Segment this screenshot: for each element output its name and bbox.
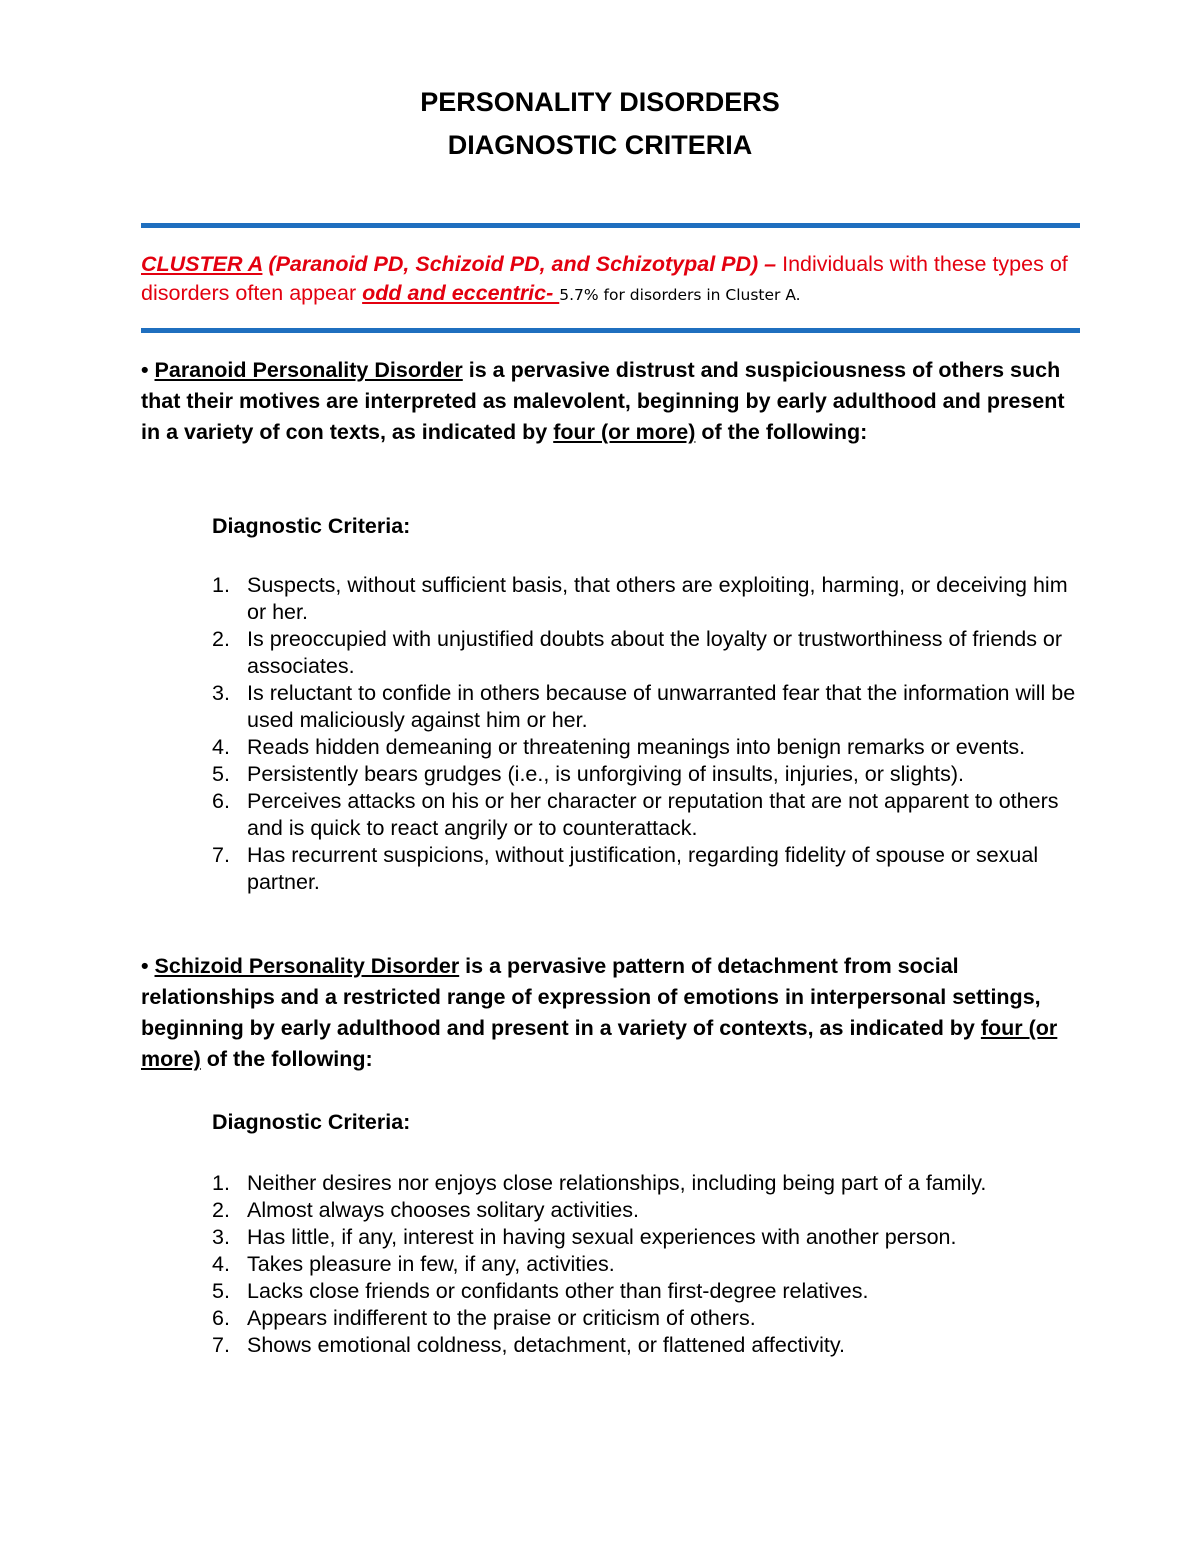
schizoid-definition-text: is a pervasive pattern of detachment from social relationships and a restricted range of expression of emotions in interpersonal settings, beginning by early adulthood and present in a variety of contexts, as indicated by bbox=[141, 954, 1041, 1040]
schizoid-disorder-name: Schizoid Personality Disorder bbox=[154, 954, 460, 978]
cluster-a-banner bbox=[141, 250, 1086, 310]
paranoid-definition-text: is a pervasive distrust and suspiciousness of others such that their motives are interpreted as malevolent, beginning by early adulthood and present in a variety of con texts, as indicated by bbox=[141, 358, 1065, 444]
schizoid-criteria-count: four (or more) bbox=[141, 1016, 1058, 1071]
schizoid-criteria-heading: Diagnostic Criteria: bbox=[212, 1110, 411, 1134]
cluster-a-prevalence: 5.7% for disorders in Cluster A. bbox=[559, 286, 801, 304]
schizoid-definition-tail: of the following: bbox=[200, 1047, 373, 1071]
cluster-a-description: Individuals with these types of disorders often appear bbox=[141, 252, 1068, 305]
list-item: 5. Persistently bears grudges (i.e., is unforgiving of insults, injuries, or slights). bbox=[212, 762, 964, 786]
list-item: 1. Suspects, without sufficient basis, that others are exploiting, harming, or deceiving him or her. bbox=[212, 573, 1068, 624]
paranoid-definition bbox=[141, 355, 1086, 448]
document-subtitle: DIAGNOSTIC CRITERIA bbox=[447, 130, 753, 160]
top-divider bbox=[141, 223, 1080, 228]
list-item: 7. Shows emotional coldness, detachment, or flattened affectivity. bbox=[212, 1333, 845, 1357]
bullet: • bbox=[141, 358, 155, 382]
document-title: PERSONALITY DISORDERS bbox=[420, 87, 780, 117]
list-item: 3. Has little, if any, interest in having sexual experiences with another person. bbox=[212, 1225, 957, 1249]
paranoid-disorder-name: Paranoid Personality Disorder bbox=[154, 358, 463, 382]
list-item: 1. Neither desires nor enjoys close relationships, including being part of a family. bbox=[212, 1171, 987, 1195]
list-item: 6. Perceives attacks on his or her character or reputation that are not apparent to others and is quick to react angrily or to counterattack. bbox=[212, 789, 1059, 840]
list-item: 2. Is preoccupied with unjustified doubts about the loyalty or trustworthiness of friends or associates. bbox=[212, 627, 1063, 678]
list-item: 4. Takes pleasure in few, if any, activities. bbox=[212, 1252, 615, 1276]
list-item: 2. Almost always chooses solitary activities. bbox=[212, 1198, 639, 1222]
list-item: 6. Appears indifferent to the praise or criticism of others. bbox=[212, 1306, 756, 1330]
paranoid-criteria-heading: Diagnostic Criteria: bbox=[212, 514, 411, 538]
list-item: 4. Reads hidden demeaning or threatening meanings into benign remarks or events. bbox=[212, 735, 1026, 759]
cluster-a-types: (Paranoid PD, Schizoid PD, and Schizotypal PD) – bbox=[262, 252, 777, 276]
cluster-a-name: CLUSTER A bbox=[141, 252, 263, 276]
bottom-divider bbox=[141, 328, 1080, 333]
list-item: 7. Has recurrent suspicions, without justification, regarding fidelity of spouse or sexual partner. bbox=[212, 843, 1039, 894]
paranoid-definition-tail: of the following: bbox=[695, 420, 868, 444]
paranoid-criteria-list bbox=[212, 572, 1082, 896]
schizoid-definition bbox=[141, 951, 1086, 1075]
schizoid-criteria-list bbox=[212, 1170, 1082, 1359]
cluster-a-emphasis: odd and eccentric- bbox=[362, 281, 560, 305]
list-item: 5. Lacks close friends or confidants other than first-degree relatives. bbox=[212, 1279, 869, 1303]
list-item: 3. Is reluctant to confide in others because of unwarranted fear that the information will be used maliciously against him or her. bbox=[212, 681, 1076, 732]
bullet: • bbox=[141, 954, 155, 978]
paranoid-criteria-count: four (or more) bbox=[553, 420, 696, 444]
